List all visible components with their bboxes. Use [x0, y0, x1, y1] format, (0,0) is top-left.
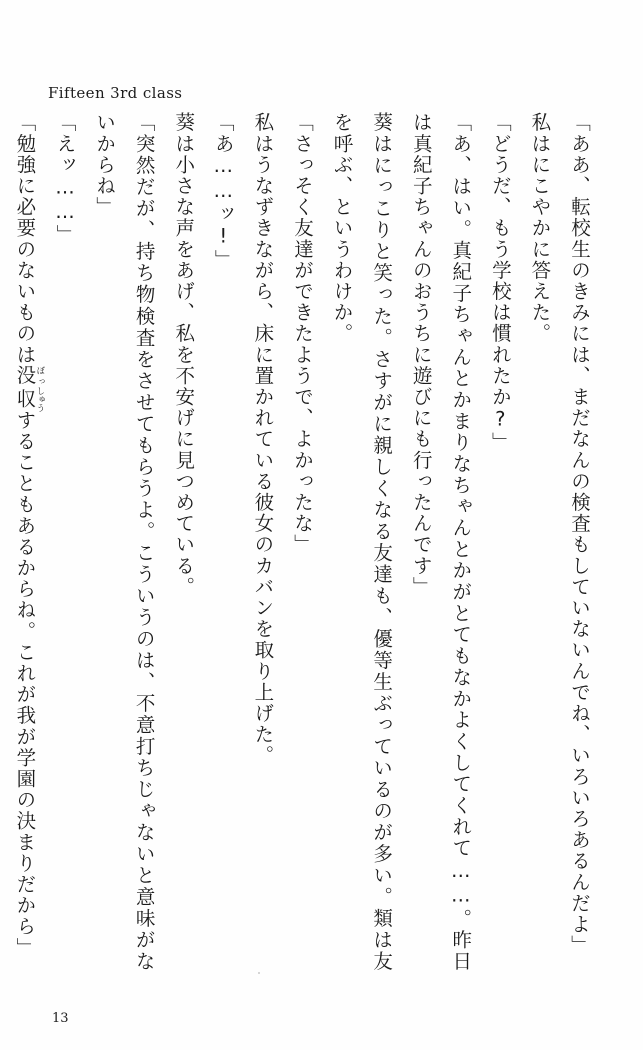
paragraph: 「さっそく友達ができたようで、よかったな」: [290, 112, 314, 556]
paragraph: 私はにこやかに答えた。: [528, 112, 552, 345]
paragraph: 私はうなずきながら、床に置かれている彼女のカバンを取り上げた。: [251, 112, 275, 767]
body-text-vertical: [13, 112, 599, 972]
paragraph: 「どうだ、もう学校は慣れたか?」: [488, 112, 512, 454]
ruby-annotation: [13, 386, 45, 412]
paragraph-ruby-part-a: 「勉強に必要のないものは: [13, 112, 37, 366]
page-number: 13: [52, 1011, 69, 1026]
running-header: Fifteen 3rd class: [48, 84, 183, 102]
paragraph: 葵はにっこりと笑った。さすがに親しくなる友達も、優等生ぶっているのが多い。類は友を呼ぶ、というわけか。: [330, 112, 394, 972]
paragraph: 「突然だが、持ち物検査をさせてもらうよ。こういうのは、不意打ちじゃないと意味がないからね」: [93, 112, 156, 972]
ruby-base: 没: [13, 365, 37, 387]
ruby-reading: ぼっ: [34, 365, 45, 387]
paragraph: 「あ、はい。真紀子ちゃんとかまりなちゃんとかがとてもなかよくしてくれて……。昨日は真紀子ちゃんのおうちに遊びにも行ったんです」: [409, 112, 473, 972]
paragraph-with-ruby: [5, 112, 45, 972]
scan-speck: [258, 972, 260, 974]
paragraph-ruby-part-b: することもあるからね。これが我が学園の決まりだから」: [13, 409, 37, 959]
paragraph: 「えッ……」: [53, 112, 77, 246]
ruby-reading: しゅう: [34, 386, 45, 412]
ruby-annotation: [13, 365, 45, 387]
paragraph: 葵は小さな声をあげ、私を不安げに見つめている。: [172, 112, 196, 598]
paragraph: 「あ……ッ!」: [211, 112, 235, 271]
ruby-base: 収: [13, 386, 37, 412]
paragraph: 「ああ、転校生のきみには、まだなんの検査もしていないんでね、いろいろあるんだよ」: [568, 112, 591, 956]
